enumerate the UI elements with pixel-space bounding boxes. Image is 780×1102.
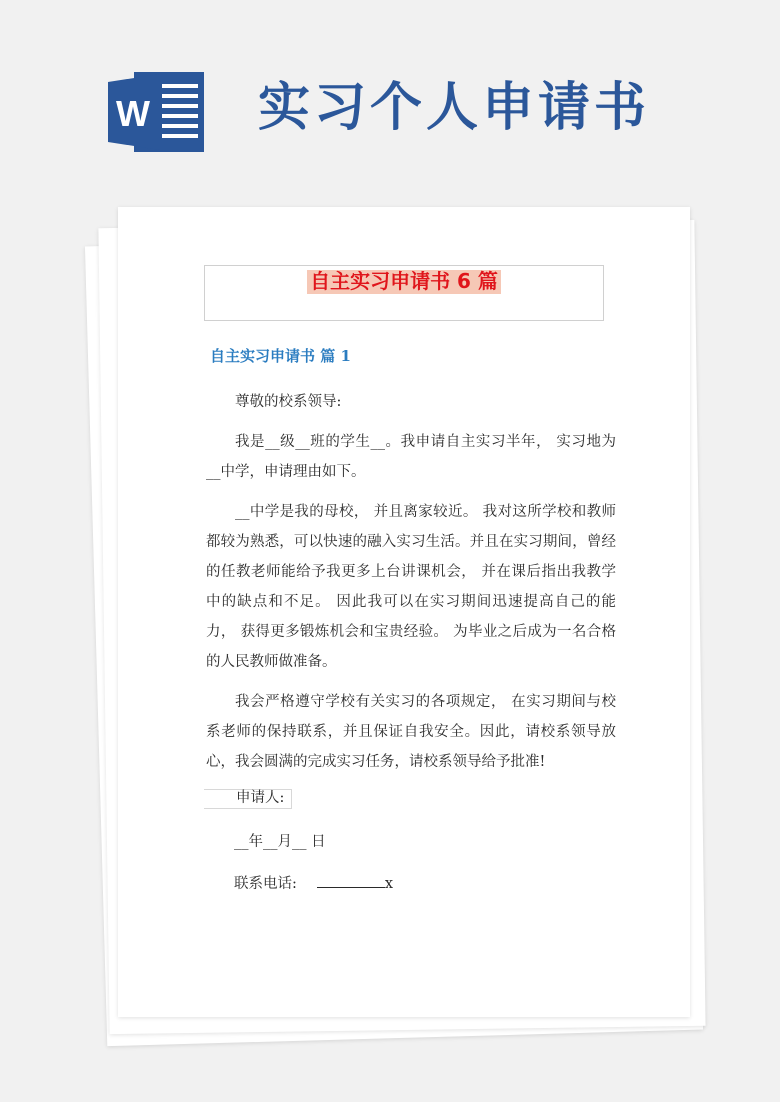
phone-label: 联系电话: (234, 876, 297, 892)
date-line: __年__月__ 日 (234, 834, 326, 850)
paragraph-reasons: __中学是我的母校， 并且离家较近。 我对这所学校和教师都较为熟悉，可以快速的融入实习生活。并且在实习期间，曾经的任教老师能给予我更多上台讲课机会， 并在课后指出我教学中的缺点和不足。 因此我可以在实习期间迅速提高自己的能力， 获得更多锻炼机会和宝贵经验。 为毕业之后成为一名合格的人民教师做准备。 (206, 504, 616, 670)
section-heading: 自主实习申请书 篇 1 (210, 347, 351, 365)
paragraph-intro: 我是__级__班的学生__。我申请自主实习半年， 实习地为__中学，申请理由如下。 (206, 434, 616, 480)
document-page (118, 207, 690, 1017)
salutation: 尊敬的校系领导: (235, 394, 342, 410)
svg-text:W: W (116, 93, 150, 134)
phone-blank (317, 873, 385, 888)
phone-suffix: x (384, 876, 394, 892)
document-title: 自主实习申请书 6 篇 (310, 269, 498, 293)
page-title: 实习个人申请书 (258, 77, 651, 138)
paragraph-commitment: 我会严格遵守学校有关实习的各项规定， 在实习期间与校系老师的保持联系，并且保证自我安全。因此，请校系领导放心，我会圆满的完成实习任务，请校系领导给予批准! (206, 694, 616, 770)
word-logo-icon (108, 70, 206, 154)
title-frame (204, 265, 604, 321)
phone-line (234, 871, 393, 897)
applicant-label: 申请人: (236, 790, 285, 806)
